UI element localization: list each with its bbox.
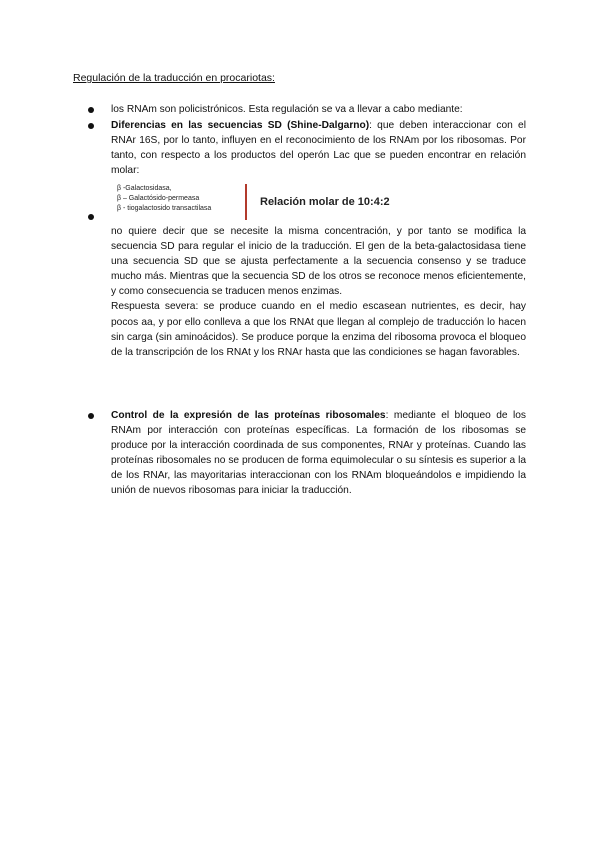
bullet-marker bbox=[88, 413, 94, 419]
list-item-concentration bbox=[111, 224, 526, 360]
molar-ratio-label: Relación molar de 10:4:2 bbox=[260, 196, 390, 208]
list-item-polycistronic bbox=[111, 102, 526, 117]
list-item-sd-sequences bbox=[111, 118, 526, 178]
section-title: Regulación de la traducción en procariotas: bbox=[73, 72, 275, 84]
bullet-marker bbox=[88, 123, 94, 129]
list-item-text-severe-response: Respuesta severa: se produce cuando en el medio escasean nutrientes, es decir, hay pocos aa, y por ello conlleva a que los RNAt que llegan al complejo de traducción lo hacen sin carga (sin aminoácidos). Se produce porque la enzima del ribosoma provoca el bloqueo de la transcripción de los RNAt y los RNAr hasta que las condiciones se hagan favorables. bbox=[111, 301, 526, 358]
list-item-text: : mediante el bloqueo de los RNAm por interacción con proteínas específicas. La formación de los ribosomas se produce por la interacción coordinada de sus componentes, RNAr y proteínas. Cuando las proteínas ribosomales no se producen de forma equimolecular o su síntesis es superior a la de los RNAr, las mayoritarias interaccionan con los RNAm bloqueándolos e impidiendo la unión de nuevos ribosomas para iniciar la traducción. bbox=[111, 410, 526, 497]
list-item-ribosomal-proteins bbox=[111, 408, 526, 499]
figure-divider bbox=[245, 184, 247, 220]
molar-ratio-figure bbox=[117, 184, 407, 220]
list-item-text: : que deben interaccionar con el RNAr 16S, por lo tanto, influyen en el reconocimiento de los RNAm por los ribosomas. Por tanto, con respecto a los productos del operón Lac que se pueden encontrar en relación molar: bbox=[111, 120, 526, 177]
list-item-text: los RNAm son policistrónicos. Esta regulación se va a llevar a cabo mediante: bbox=[111, 104, 463, 115]
enzyme-line: β -Galactosidasa, bbox=[117, 185, 172, 192]
bullet-marker bbox=[88, 107, 94, 113]
list-item-heading: Control de la expresión de las proteínas ribosomales bbox=[111, 410, 386, 421]
enzyme-line: β - tiogalactosido transactilasa bbox=[117, 205, 212, 212]
enzyme-line: β – Galactósido-permeasa bbox=[117, 195, 200, 202]
list-item-heading: Diferencias en las secuencias SD (Shine-Dalgarno) bbox=[111, 120, 370, 131]
bullet-marker bbox=[88, 214, 94, 220]
enzyme-list bbox=[117, 184, 211, 214]
list-item-text: no quiere decir que se necesite la misma concentración, y por tanto se modifica la secuencia SD para regular el inicio de la traducción. El gen de la beta-galactosidasa tiene una secuencia SD que se ajusta perfectamente a la secuencia consenso y se traduce mucho más. Mientras que la secuencia SD de los otros se reconoce menos eficientemente, y como consecuencia se traducen menos enzimas. bbox=[111, 226, 526, 298]
